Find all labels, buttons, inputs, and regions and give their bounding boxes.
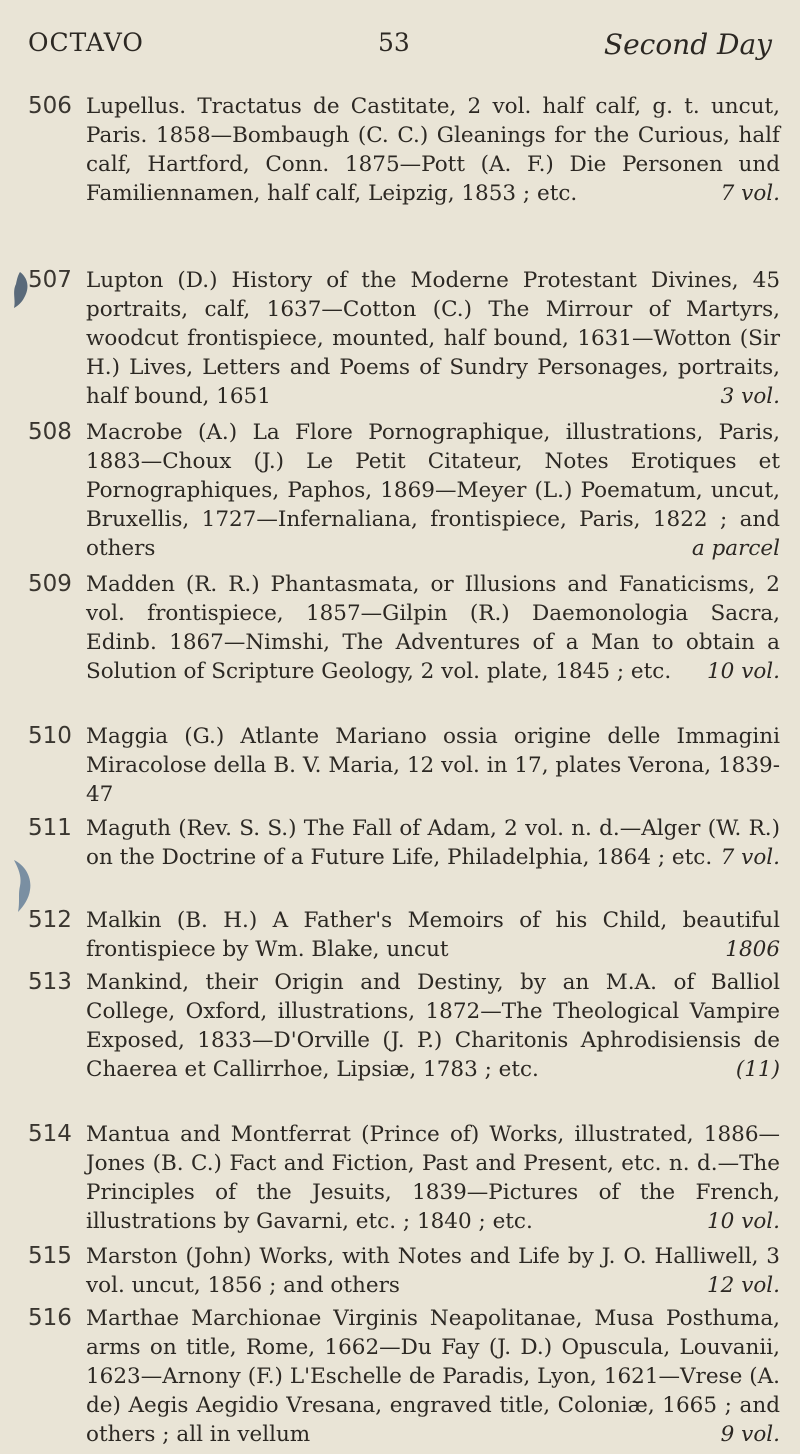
entry-count: 10 vol. (707, 1209, 780, 1234)
entry-text: Lupellus. Tractatus de Castitate, 2 vol. half calf, g. t. uncut, Paris. 1858—Bombaugh (C. C.) Gleanings for the Curious, half calf, Hartford, Conn. 1875—Pott (A. F.) Die Personen und Familiennamen, half calf, Leipzig, 1853 ; etc. (86, 94, 780, 206)
catalogue-entry (28, 968, 780, 1120)
lot-number: 516 (28, 1305, 72, 1331)
entry-text: Mankind, their Origin and Destiny, by an M.A. of Balliol College, Oxford, illustrations, 1872—The Theological Vampire Exposed, 1833—D'Orville (J. P.) Charitonis Aphrodisiensis de Chaerea et Callirrhoe, Lipsiæ, 1783 ; etc. (86, 970, 780, 1082)
lot-number: 515 (28, 1243, 72, 1269)
entry-count: a parcel (691, 536, 780, 561)
lot-number: 508 (28, 419, 72, 445)
entry-text: Maggia (G.) Atlante Mariano ossia origine delle Immagini Miracolose della B. V. Maria, 12 vol. in 17, plates Verona, 1839-47 (86, 724, 780, 807)
catalogue-entry (28, 1304, 780, 1454)
catalogue-entry (28, 92, 780, 266)
entry-text: Marston (John) Works, with Notes and Life by J. O. Halliwell, 3 vol. uncut, 1856 ; and others (86, 1244, 780, 1298)
entry-count: 12 vol. (707, 1273, 780, 1298)
lot-number: 511 (28, 815, 72, 841)
entry-text: Mantua and Montferrat (Prince of) Works, illustrated, 1886—Jones (B. C.) Fact and Fiction, Past and Present, etc. n. d.—The Principles of the Jesuits, 1839—Pictures of the French, illustrations by Gavarni, etc. ; 1840 ; etc. (86, 1122, 780, 1234)
entry-count: 10 vol. (707, 659, 780, 684)
entry-count: 1806 (725, 937, 780, 962)
lot-number: 507 (28, 267, 72, 293)
lot-number: 514 (28, 1121, 72, 1147)
catalogue-entry (28, 266, 780, 418)
catalogue-entries (28, 92, 780, 1454)
catalogue-entry (28, 906, 780, 968)
lot-number: 512 (28, 907, 72, 933)
entry-text: Maguth (Rev. S. S.) The Fall of Adam, 2 vol. n. d.—Alger (W. R.) on the Doctrine of a Future Life, Philadelphia, 1864 ; etc. (86, 816, 780, 870)
catalogue-entry (28, 722, 780, 814)
lot-number: 506 (28, 93, 72, 119)
entry-text: Malkin (B. H.) A Father's Memoirs of his Child, beautiful frontispiece by Wm. Blake, uncut (86, 908, 780, 962)
catalogue-entry (28, 1242, 780, 1304)
entry-count: 9 vol. (720, 1422, 780, 1447)
catalogue-entry (28, 570, 780, 722)
header-sale-day: Second Day (603, 28, 772, 61)
entry-text: Marthae Marchionae Virginis Neapolitanae, Musa Posthuma, arms on title, Rome, 1662—Du Fay (J. D.) Opuscula, Louvanii, 1623—Arnony (F.) L'Eschelle de Paradis, Lyon, 1621—Vrese (A. de) Aegis Aegidio Vresana, engraved title, Coloniæ, 1665 ; and others ; all in vellum (86, 1306, 780, 1447)
page-number: 53 (378, 28, 410, 57)
lot-number: 510 (28, 723, 72, 749)
lot-number: 513 (28, 969, 72, 995)
lot-number: 509 (28, 571, 72, 597)
entry-count: (11) (735, 1057, 780, 1082)
entry-count: 7 vol. (720, 181, 780, 206)
entry-text: Madden (R. R.) Phantasmata, or Illusions and Fanaticisms, 2 vol. frontispiece, 1857—Gilpin (R.) Daemonologia Sacra, Edinb. 1867—Nimshi, The Adventures of a Man to obtain a Solution of Scripture Geology, 2 vol. plate, 1845 ; etc. (86, 572, 780, 684)
page-header (28, 28, 772, 68)
catalogue-entry (28, 418, 780, 570)
header-format: OCTAVO (28, 28, 144, 57)
entry-count: 7 vol. (720, 845, 780, 870)
entry-text: Macrobe (A.) La Flore Pornographique, illustrations, Paris, 1883—Choux (J.) Le Petit Citateur, Notes Erotiques et Pornographiques, Paphos, 1869—Meyer (L.) Poematum, uncut, Bruxellis, 1727—Infernaliana, frontispiece, Paris, 1822 ; and others (86, 420, 780, 561)
entry-count: 3 vol. (720, 384, 780, 409)
entry-text: Lupton (D.) History of the Moderne Protestant Divines, 45 portraits, calf, 1637—Cotton (C.) The Mirrour of Martyrs, woodcut frontispiece, mounted, half bound, 1631—Wotton (Sir H.) Lives, Letters and Poems of Sundry Personages, portraits, half bound, 1651 (86, 268, 780, 409)
catalogue-entry (28, 814, 780, 906)
catalogue-entry (28, 1120, 780, 1242)
